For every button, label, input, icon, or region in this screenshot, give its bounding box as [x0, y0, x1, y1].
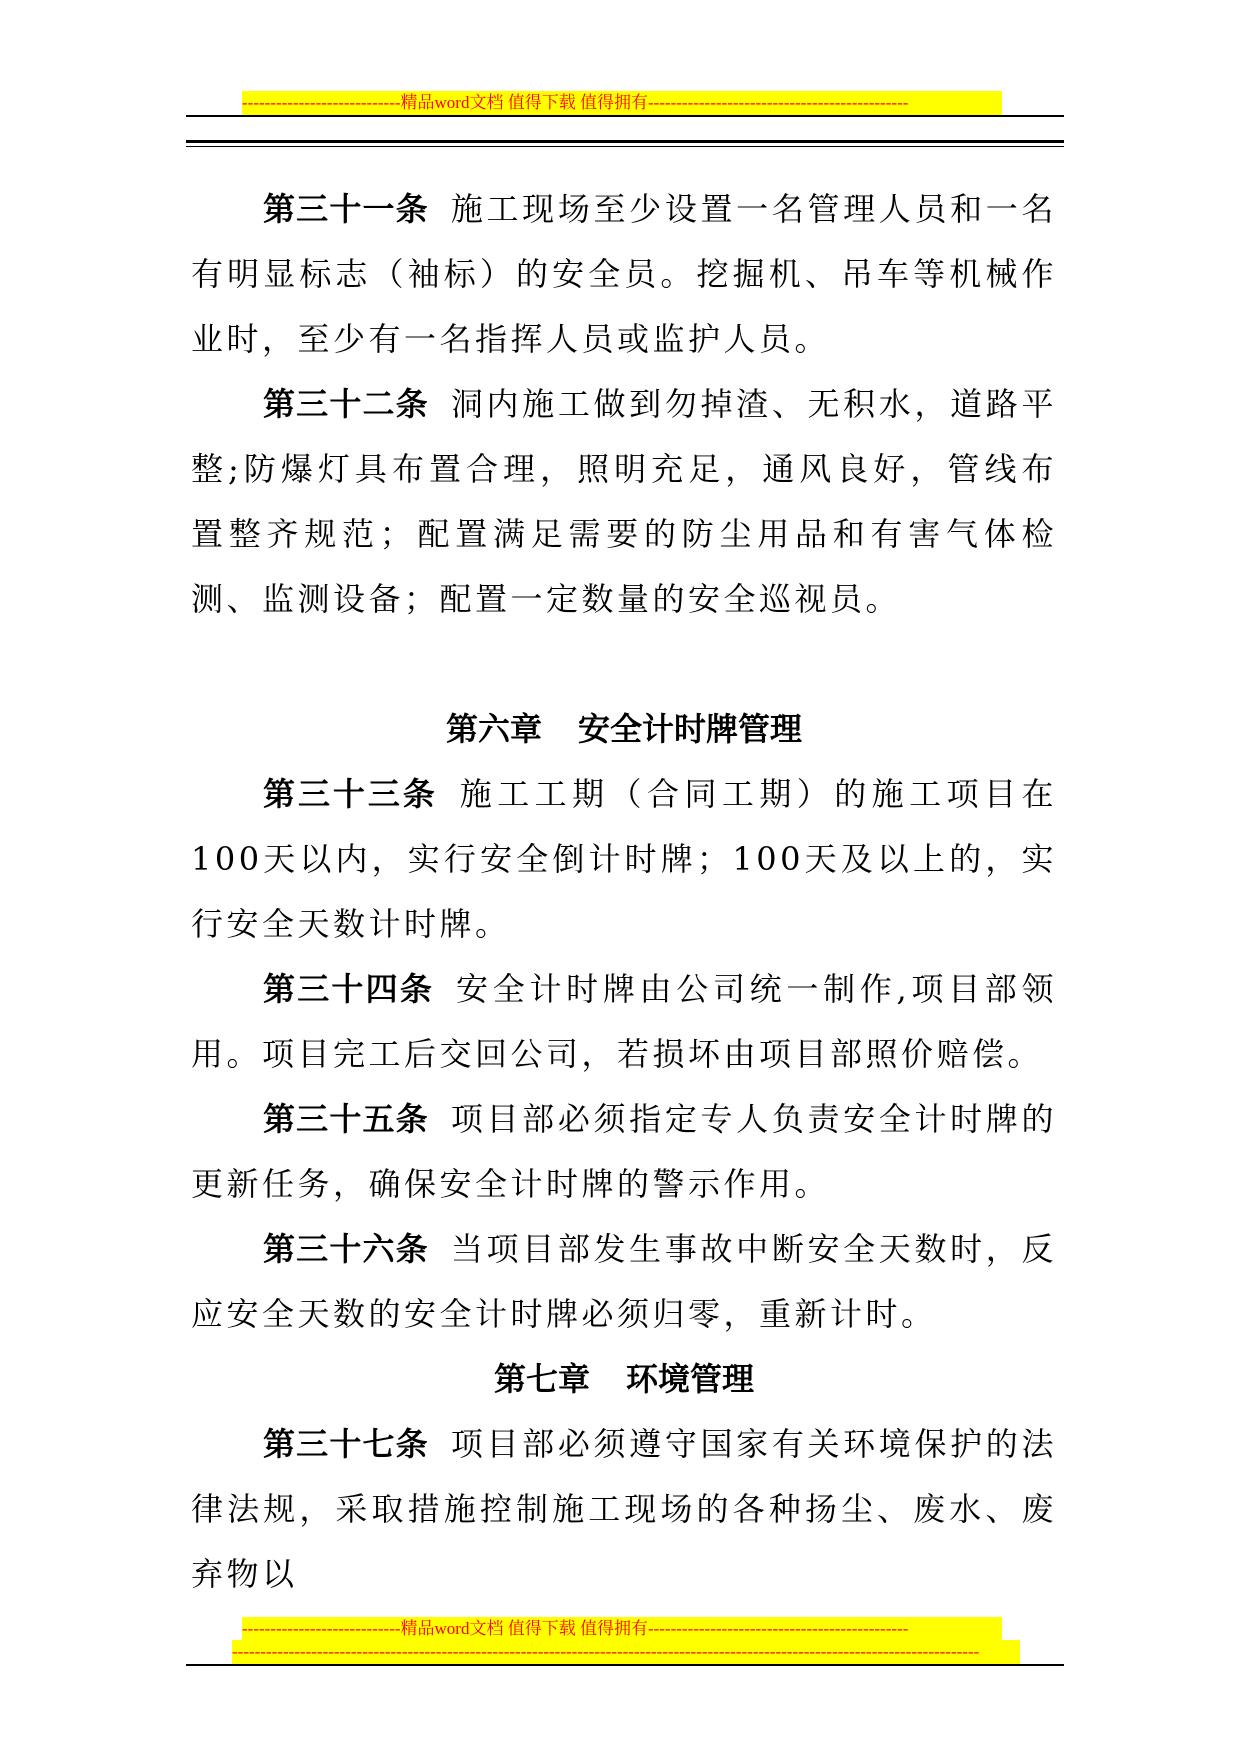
article-text: 洞内施工做到勿掉渣、无积水，道路平整;防爆灯具布置合理，照明充足，通风良好，管线布置整齐规范；配置满足需要的防尘用品和有害气体检测、监测设备；配置一定数量的安全巡视员。 — [191, 385, 1057, 618]
article-label: 第三十五条 — [263, 1100, 429, 1138]
article-35 — [191, 1087, 1057, 1217]
footer-banner: ----------------------------精品word文档 值得下载 值得拥有---------------------------------------------- — [242, 1617, 1002, 1641]
article-34 — [191, 957, 1057, 1087]
chapter-title: 环境管理 — [626, 1360, 755, 1398]
article-text: 施工现场至少设置一名管理人员和一名有明显标志（袖标）的安全员。挖掘机、吊车等机械作业时，至少有一名指挥人员或监护人员。 — [191, 190, 1057, 358]
header-rule — [186, 115, 1064, 117]
article-label: 第三十一条 — [263, 190, 429, 228]
section-spacer — [191, 632, 1057, 697]
article-label: 第三十七条 — [263, 1425, 429, 1463]
chapter-number: 第七章 — [493, 1360, 590, 1398]
document-body — [191, 177, 1057, 1607]
article-33 — [191, 762, 1057, 957]
article-text: 安全计时牌由公司统一制作,项目部领用。项目完工后交回公司，若损坏由项目部照价赔偿。 — [191, 970, 1057, 1073]
footer-rule — [186, 1664, 1064, 1666]
article-36 — [191, 1217, 1057, 1347]
article-text: 当项目部发生事故中断安全天数时，反应安全天数的安全计时牌必须归零，重新计时。 — [191, 1230, 1057, 1333]
article-label: 第三十三条 — [263, 775, 438, 813]
article-32 — [191, 372, 1057, 632]
chapter-number: 第六章 — [445, 710, 542, 748]
article-label: 第三十六条 — [263, 1230, 429, 1268]
chapter-7-heading — [191, 1347, 1057, 1412]
chapter-title: 安全计时牌管理 — [578, 710, 803, 748]
footer-banner-dashes: ------------------------------------------------------------------------------------------------------------------------------------ — [232, 1640, 1020, 1664]
article-37 — [191, 1412, 1057, 1607]
article-text: 施工工期（合同工期）的施工项目在100天以内，实行安全倒计时牌；100天及以上的，实行安全天数计时牌。 — [191, 775, 1057, 943]
header-double-rule-thick — [186, 140, 1064, 143]
article-label: 第三十二条 — [263, 385, 429, 423]
article-text: 项目部必须指定专人负责安全计时牌的更新任务，确保安全计时牌的警示作用。 — [191, 1100, 1057, 1203]
article-31 — [191, 177, 1057, 372]
article-text: 项目部必须遵守国家有关环境保护的法律法规，采取措施控制施工现场的各种扬尘、废水、废弃物以 — [191, 1425, 1057, 1593]
header-banner: ----------------------------精品word文档 值得下载 值得拥有---------------------------------------------- — [242, 91, 1002, 115]
article-label: 第三十四条 — [263, 970, 435, 1008]
header-double-rule-thin — [186, 146, 1064, 147]
chapter-6-heading — [191, 697, 1057, 762]
